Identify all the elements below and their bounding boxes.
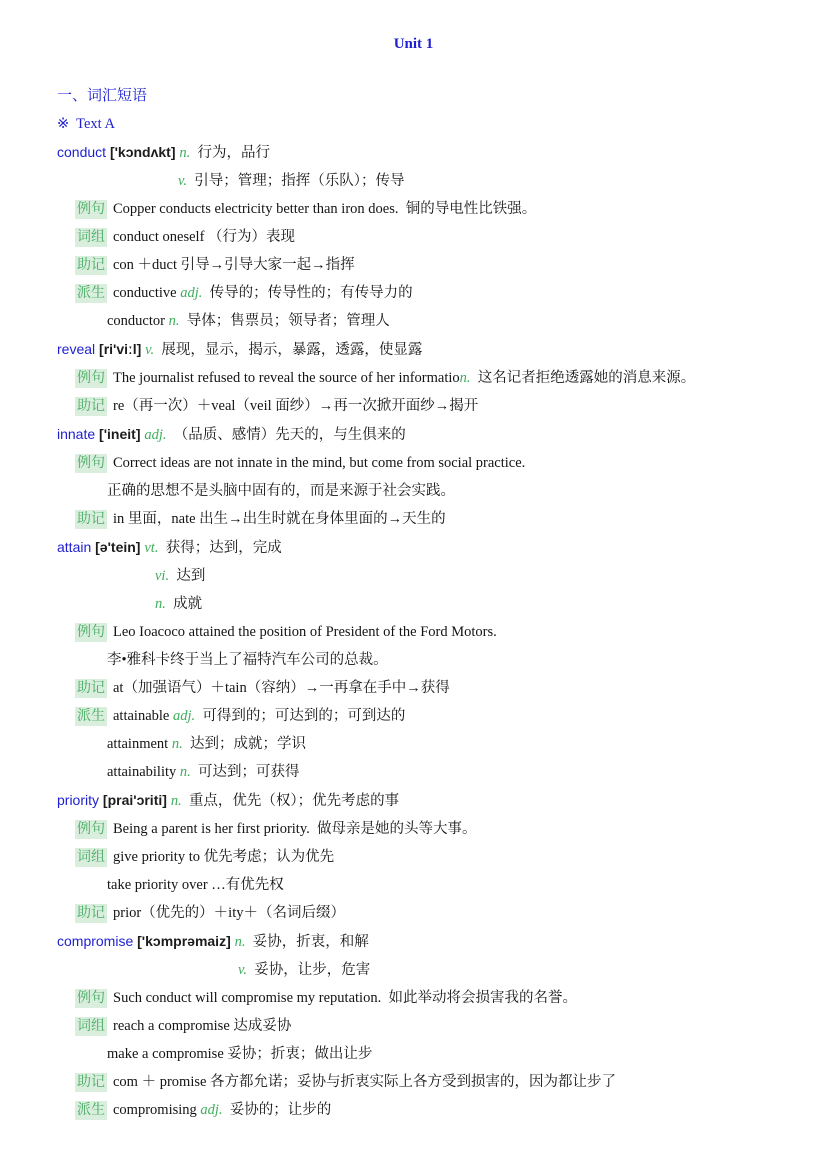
vocab-line-cont	[107, 307, 827, 335]
part-of-speech: v.	[238, 962, 247, 978]
badge-mnemonic: 助记	[77, 399, 105, 414]
text-run: 成就	[165, 596, 203, 612]
text-run: 获得；达到，完成	[158, 540, 282, 556]
vocab-line-badge	[75, 984, 827, 1012]
vocab-line-badge	[75, 251, 827, 279]
vocab-line-badge	[75, 899, 827, 927]
text-run: attainable	[113, 708, 173, 724]
text-run: conductor	[107, 313, 169, 329]
text-run: Leo Ioacoco attained the position of President of the Ford Motors.	[113, 624, 497, 640]
phonetic-transcription: [prai'ɔriti]	[102, 792, 171, 808]
badge-phrase: 词组	[77, 230, 105, 245]
vocab-line-head	[57, 138, 827, 167]
text-run: reach a compromise 达成妥协	[113, 1018, 292, 1034]
vocab-line-badge	[75, 223, 827, 251]
part-of-speech: vt.	[144, 540, 159, 556]
reference-mark-icon: ※	[57, 116, 70, 132]
vocab-line-badge	[75, 279, 827, 307]
part-of-speech: vi.	[155, 568, 170, 584]
headword: attain	[57, 539, 96, 555]
badge-derive: 派生	[77, 286, 105, 301]
subsection-label: Text A	[76, 116, 116, 132]
text-run: （品质、感情）先天的，与生俱来的	[166, 427, 406, 443]
headword: innate	[57, 426, 100, 442]
vocab-line-cont	[107, 758, 827, 786]
badge-example: 例句	[77, 371, 105, 386]
text-run: Correct ideas are not innate in the mind, but come from social practice.	[113, 455, 526, 471]
badge-example: 例句	[77, 456, 105, 471]
vocab-lines	[0, 138, 827, 1124]
vocab-line-cont	[107, 477, 827, 505]
text-run: take priority over …有优先权	[107, 877, 284, 893]
text-run: 可得到的；可达到的；可到达的	[195, 708, 406, 724]
part-of-speech: v.	[145, 342, 155, 358]
part-of-speech: adj.	[144, 427, 167, 443]
text-run: 这名记者拒绝透露她的消息来源。	[470, 370, 696, 386]
headword: priority	[57, 792, 103, 808]
part-of-speech: adj.	[172, 708, 196, 724]
vocab-line-badge	[75, 505, 827, 533]
badge-mnemonic: 助记	[77, 906, 105, 921]
text-run: make a compromise 妥协；折衷；做出让步	[107, 1046, 373, 1062]
text-run: 达到	[169, 568, 206, 584]
badge-derive: 派生	[77, 1103, 105, 1118]
section-heading: 一、词汇短语	[57, 88, 148, 104]
vocab-line-head	[57, 420, 827, 449]
headword: reveal	[57, 341, 100, 357]
text-run: compromising	[113, 1102, 201, 1118]
text-run: 引导；管理；指挥（乐队）；传导	[187, 173, 405, 189]
vocab-line-badge	[75, 364, 827, 392]
phonetic-transcription: [ri'viːl]	[99, 341, 146, 357]
badge-mnemonic: 助记	[77, 1075, 105, 1090]
text-run: Such conduct will compromise my reputation. 如此举动将会损害我的名誉。	[113, 990, 577, 1006]
text-run: 可达到；可获得	[190, 764, 300, 780]
text-run: 重点，优先（权）；优先考虑的事	[181, 793, 400, 809]
vocab-line-head	[57, 786, 827, 815]
text-run: 达到；成就；学识	[182, 736, 306, 752]
vocab-line-badge	[75, 449, 827, 477]
text-run: 展现，显示，揭示，暴露，透露，使显露	[154, 342, 423, 358]
text-run: 导体；售票员；领导者；管理人	[179, 313, 390, 329]
text-run: con ＋duct 引导→引导大家一起→指挥	[113, 257, 355, 273]
vocab-line-cont	[107, 871, 827, 899]
vocab-line-badge	[75, 843, 827, 871]
vocab-line-cont	[107, 730, 827, 758]
text-run: re（再一次）＋veal（veil 面纱）→再一次掀开面纱→揭开	[113, 398, 479, 414]
text-run: 正确的思想不是头脑中固有的，而是来源于社会实践。	[107, 483, 455, 499]
vocab-line-sense	[238, 956, 827, 984]
subsection-heading	[57, 110, 827, 138]
badge-example: 例句	[77, 991, 105, 1006]
badge-example: 例句	[77, 202, 105, 217]
badge-phrase: 词组	[77, 850, 105, 865]
text-run: 妥协，让步，危害	[247, 962, 371, 978]
part-of-speech: n.	[155, 596, 166, 612]
vocab-line-badge	[75, 1068, 827, 1096]
badge-example: 例句	[77, 822, 105, 837]
part-of-speech: n.	[168, 313, 180, 329]
vocab-line-head	[57, 533, 827, 562]
text-run: prior（优先的）＋ity＋（名词后缀）	[113, 905, 345, 921]
badge-example: 例句	[77, 625, 105, 640]
vocab-line-cont	[107, 646, 827, 674]
text-run: at（加强语气）＋tain（容纳）→一再拿在手中→获得	[113, 680, 450, 696]
vocab-line-head	[57, 335, 827, 364]
part-of-speech: n.	[170, 793, 182, 809]
vocab-line-badge	[75, 618, 827, 646]
part-of-speech: n.	[179, 145, 191, 161]
badge-mnemonic: 助记	[77, 512, 105, 527]
text-run: give priority to 优先考虑；认为优先	[113, 849, 335, 865]
vocab-line-badge	[75, 1096, 827, 1124]
text-run: 行为，品行	[190, 145, 271, 161]
vocab-line-sense	[155, 562, 827, 590]
text-run: attainment	[107, 736, 172, 752]
vocab-line-cont	[107, 1040, 827, 1068]
part-of-speech: n.	[171, 736, 183, 752]
part-of-speech: n.	[459, 370, 471, 386]
text-run: com ＋ promise 各方都允诺；妥协与折衷实际上各方受到损害的，因为都让步了	[113, 1074, 617, 1090]
vocab-line-badge	[75, 195, 827, 223]
vocab-line-badge	[75, 392, 827, 420]
headword: compromise	[57, 933, 138, 949]
text-run: attainability	[107, 764, 180, 780]
part-of-speech: n.	[179, 764, 191, 780]
text-run: in 里面，nate 出生→出生时就在身体里面的→天生的	[113, 511, 446, 527]
vocab-line-sense	[178, 167, 827, 195]
vocab-line-sense	[155, 590, 827, 618]
text-run: Copper conducts electricity better than iron does. 铜的导电性比铁强。	[113, 201, 537, 217]
vocab-line-badge	[75, 702, 827, 730]
part-of-speech: adj.	[180, 285, 203, 301]
phonetic-transcription: [ə'tein]	[95, 539, 145, 555]
badge-phrase: 词组	[77, 1019, 105, 1034]
badge-mnemonic: 助记	[77, 258, 105, 273]
text-run: conductive	[113, 285, 181, 301]
text-run: 传导的；传导性的；有传导力的	[202, 285, 413, 301]
vocab-line-badge	[75, 674, 827, 702]
phonetic-transcription: ['kɔmprəmaiz]	[137, 933, 235, 949]
text-run: 李•雅科卡终于当上了福特汽车公司的总裁。	[107, 652, 388, 668]
text-run: Being a parent is her first priority. 做母亲是她的头等大事。	[113, 821, 477, 837]
phonetic-transcription: ['kɔndʌkt]	[109, 144, 180, 160]
text-run: conduct oneself （行为）表现	[113, 229, 296, 245]
badge-derive: 派生	[77, 709, 105, 724]
text-run: 妥协，折衷，和解	[245, 934, 369, 950]
phonetic-transcription: ['ineit]	[99, 426, 145, 442]
part-of-speech: n.	[234, 934, 246, 950]
vocab-line-badge	[75, 1012, 827, 1040]
part-of-speech: adj.	[200, 1102, 223, 1118]
vocab-line-head	[57, 927, 827, 956]
page-title: Unit 1	[393, 36, 434, 52]
vocab-line-badge	[75, 815, 827, 843]
badge-mnemonic: 助记	[77, 681, 105, 696]
text-run: The journalist refused to reveal the source of her informatio	[113, 370, 460, 386]
part-of-speech: v.	[178, 173, 187, 189]
headword: conduct	[57, 144, 110, 160]
text-run: 妥协的；让步的	[222, 1102, 332, 1118]
